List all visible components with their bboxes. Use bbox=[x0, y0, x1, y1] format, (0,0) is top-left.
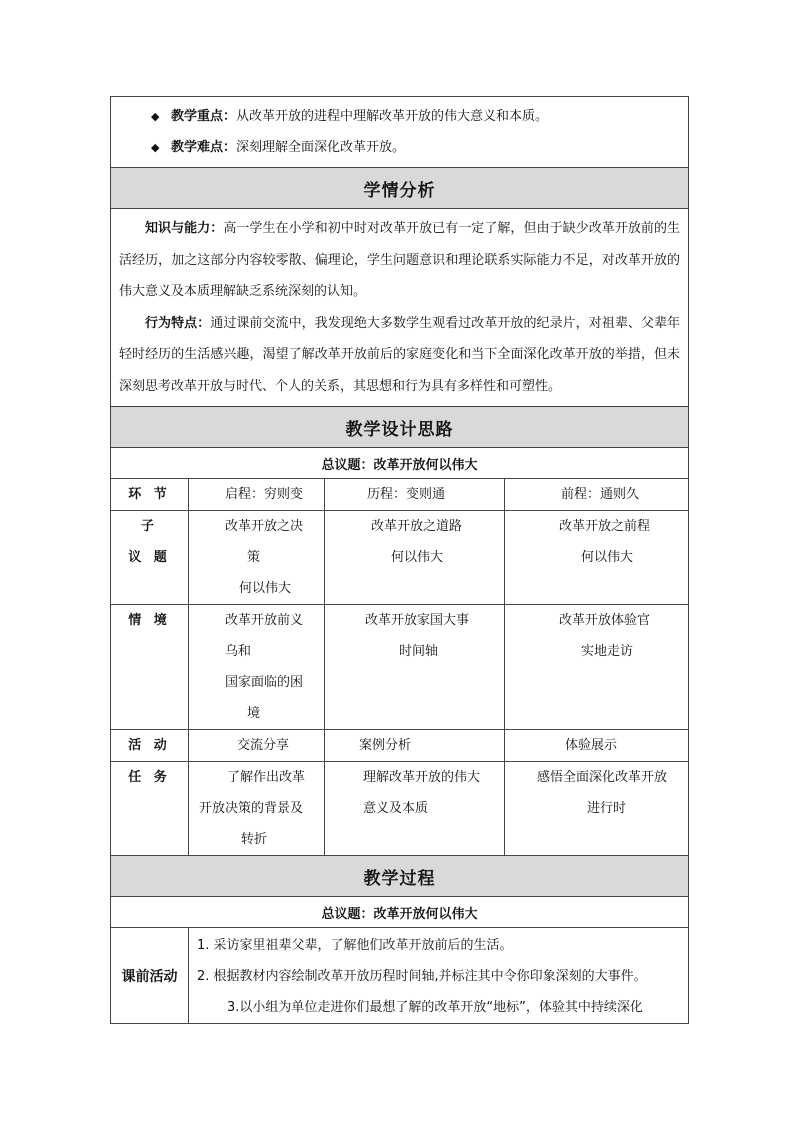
diamond-bullet-icon: ◆ bbox=[151, 141, 160, 154]
knowledge-text: 高一学生在小学和初中时对改革开放已有一定了解，但由于缺少改革开放前的生活经历，加之这部分内容较零散、偏理论，学生问题意识和理论联系实际能力不足，对改革开放的伟大意义及本质理解缺乏系统深刻的认知。 bbox=[119, 221, 681, 299]
subtopic-label bbox=[111, 511, 189, 605]
section-heading-process: 教学过程 bbox=[111, 856, 689, 897]
analysis-paragraphs bbox=[111, 209, 689, 407]
behavior-text: 通过课前交流中，我发现绝大多数学生观看过改革开放的纪录片，对祖辈、父辈年轻时经历的生活感兴趣，渴望了解改革开放前后的家庭变化和当下全面深化改革开放的举措，但未深刻思考改革开放与时代、个人的关系，其思想和行为具有多样性和可塑性。 bbox=[119, 315, 681, 394]
pre-class-items bbox=[189, 928, 689, 1024]
difficulty-line bbox=[151, 132, 688, 163]
subtopic-c2-line1: 改革开放之道路 bbox=[371, 519, 463, 534]
task-cell-3 bbox=[505, 762, 689, 856]
context-c3-line2: 实地走访 bbox=[581, 644, 634, 659]
process-overall-topic: 总议题：改革开放何以伟大 bbox=[111, 897, 689, 928]
task-cell-1 bbox=[189, 762, 325, 856]
stage-cell-2: 历程：变则通 bbox=[325, 479, 505, 511]
stage-cell-1: 启程：穷则变 bbox=[189, 479, 325, 511]
difficulty-text: 深刻理解全面深化改革开放。 bbox=[236, 140, 406, 155]
subtopic-row bbox=[111, 511, 689, 605]
task-label: 任 务 bbox=[111, 762, 189, 856]
subtopic-label-line2: 议 题 bbox=[128, 550, 171, 565]
objectives-cell bbox=[111, 97, 689, 168]
behavior-paragraph bbox=[119, 308, 680, 403]
design-overall-topic: 总议题：改革开放何以伟大 bbox=[111, 448, 689, 479]
pre-class-item-3: 3.以小组为单位走进你们最想了解的改革开放“地标”，体验其中持续深化 bbox=[227, 1000, 643, 1015]
stage-row bbox=[111, 479, 689, 511]
activity-row bbox=[111, 730, 689, 762]
section-heading-analysis: 学情分析 bbox=[111, 168, 689, 209]
context-cell-2 bbox=[325, 605, 505, 730]
context-c1-line2: 乌和 bbox=[225, 644, 252, 659]
task-c2-line1: 理解改革开放的伟大 bbox=[363, 770, 481, 785]
context-c3-line1: 改革开放体验官 bbox=[559, 613, 651, 628]
context-c1-line3: 国家面临的困 bbox=[225, 675, 304, 690]
stage-label: 环 节 bbox=[111, 479, 189, 511]
activity-cell-3: 体验展示 bbox=[505, 730, 689, 762]
context-label: 情 境 bbox=[111, 605, 189, 730]
activity-label: 活 动 bbox=[111, 730, 189, 762]
objectives-row bbox=[111, 97, 689, 168]
subtopic-cell-1 bbox=[189, 511, 325, 605]
difficulty-label: 教学难点： bbox=[171, 140, 237, 155]
subtopic-c1-line3: 何以伟大 bbox=[239, 581, 292, 596]
task-c1-line1: 了解作出改革 bbox=[227, 770, 306, 785]
subtopic-c1-line1: 改革开放之决 bbox=[225, 519, 304, 534]
task-c2-line2: 意义及本质 bbox=[363, 801, 429, 816]
subtopic-c1-line2: 策 bbox=[247, 550, 261, 565]
pre-class-label: 课前活动 bbox=[111, 928, 189, 1024]
context-c1-line4: 境 bbox=[247, 706, 261, 721]
lesson-plan-document bbox=[110, 96, 688, 1024]
key-point-text: 从改革开放的进程中理解改革开放的伟大意义和本质。 bbox=[236, 109, 549, 124]
context-row bbox=[111, 605, 689, 730]
task-row bbox=[111, 762, 689, 856]
key-point-label: 教学重点： bbox=[171, 109, 237, 124]
pre-class-item-1: 1. 采访家里祖辈父辈，了解他们改革开放前后的生活。 bbox=[197, 938, 513, 953]
pre-class-row bbox=[111, 928, 689, 1024]
knowledge-label: 知识与能力： bbox=[145, 221, 224, 236]
context-c2-line1: 改革开放家国大事 bbox=[365, 613, 470, 628]
section-heading-design: 教学设计思路 bbox=[111, 407, 689, 448]
subtopic-cell-3 bbox=[505, 511, 689, 605]
task-c1-line3: 转折 bbox=[241, 832, 268, 847]
subtopic-c3-line1: 改革开放之前程 bbox=[559, 519, 651, 534]
context-cell-3 bbox=[505, 605, 689, 730]
subtopic-c2-line2: 何以伟大 bbox=[391, 550, 444, 565]
knowledge-paragraph bbox=[119, 213, 680, 308]
behavior-label: 行为特点： bbox=[145, 315, 211, 331]
subtopic-label-line1: 子 bbox=[140, 519, 158, 534]
diamond-bullet-icon: ◆ bbox=[151, 110, 160, 123]
task-cell-2 bbox=[325, 762, 505, 856]
context-c2-line2: 时间轴 bbox=[399, 644, 439, 659]
context-c1-line1: 改革开放前义 bbox=[225, 613, 304, 628]
context-cell-1 bbox=[189, 605, 325, 730]
task-c1-line2: 开放决策的背景及 bbox=[199, 801, 304, 816]
activity-cell-2: 案例分析 bbox=[325, 730, 505, 762]
subtopic-cell-2 bbox=[325, 511, 505, 605]
activity-cell-1: 交流分享 bbox=[189, 730, 325, 762]
stage-cell-3: 前程：通则久 bbox=[505, 479, 689, 511]
pre-class-item-2: 2. 根据教材内容绘制改革开放历程时间轴,并标注其中令你印象深刻的大事件。 bbox=[197, 969, 647, 984]
task-c3-line1: 感悟全面深化改革开放 bbox=[537, 770, 668, 785]
subtopic-c3-line2: 何以伟大 bbox=[581, 550, 634, 565]
key-point-line bbox=[151, 101, 688, 132]
task-c3-line2: 进行时 bbox=[587, 801, 627, 816]
lesson-plan-table bbox=[110, 96, 689, 1024]
